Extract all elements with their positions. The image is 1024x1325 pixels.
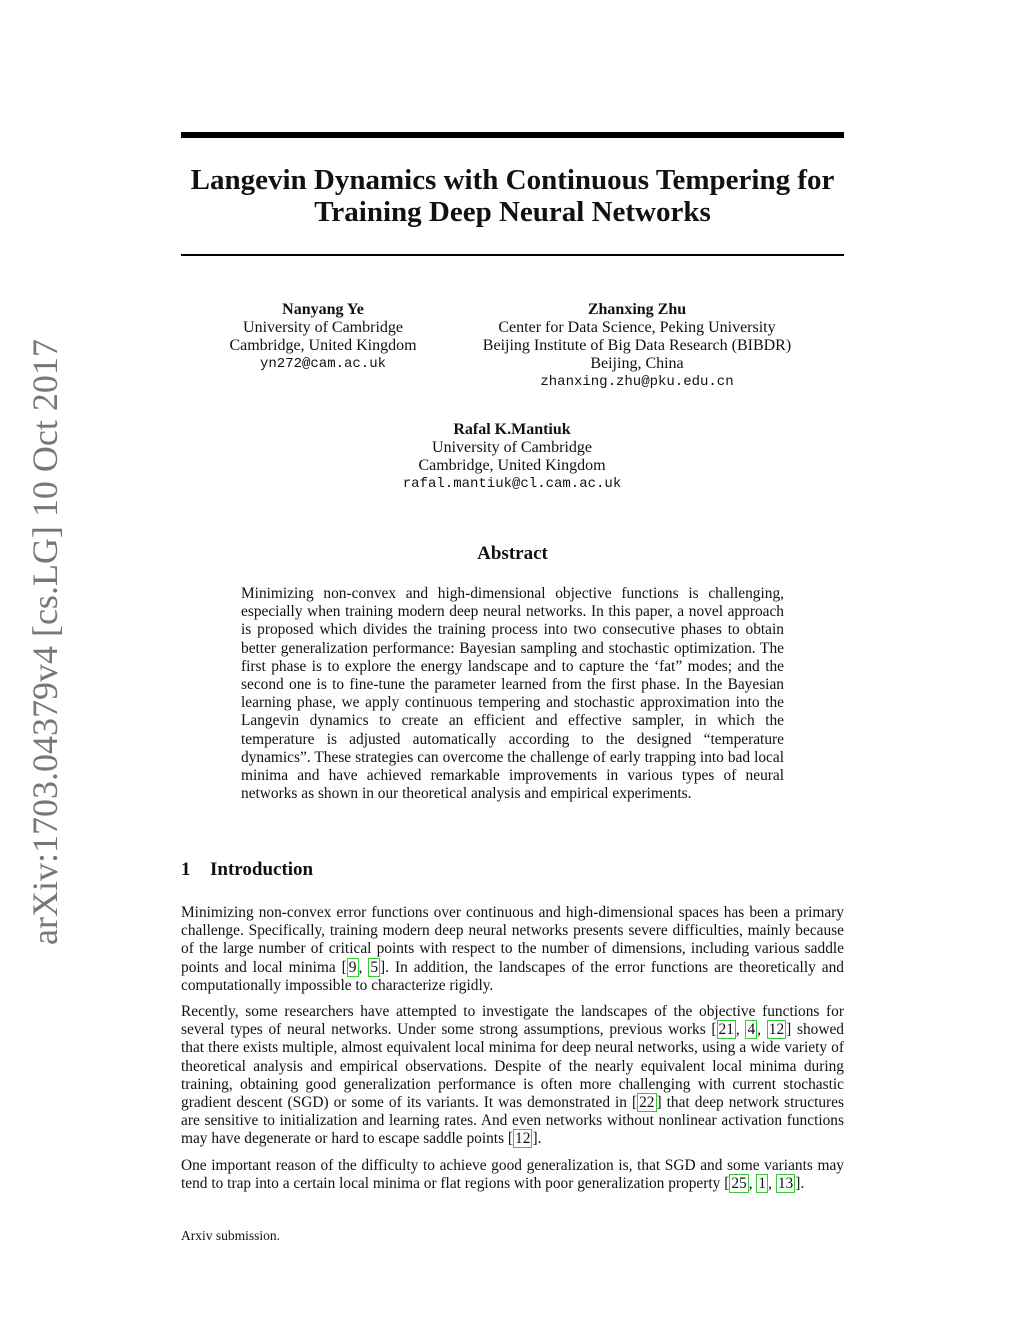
paragraph-text: ]. [532, 1130, 542, 1148]
citation-link[interactable]: 12 [515, 1130, 531, 1148]
section-number: 1 [181, 859, 191, 880]
citation-separator: , [358, 958, 369, 976]
author-block-3 [362, 421, 662, 493]
intro-paragraph-2 [181, 1003, 844, 1149]
intro-paragraph-3 [181, 1157, 844, 1193]
author-location: Cambridge, United Kingdom [418, 457, 606, 474]
citation-link[interactable]: 12 [768, 1021, 785, 1039]
citation-link[interactable]: 1 [758, 1174, 767, 1192]
intro-paragraph-1 [181, 904, 844, 995]
citation-link[interactable]: 13 [777, 1174, 794, 1192]
paper-title: Langevin Dynamics with Continuous Tempering for Training Deep Neural Networks [190, 164, 835, 228]
citation-link[interactable]: 9 [348, 958, 357, 976]
citation-link[interactable]: 4 [747, 1021, 756, 1039]
citation-separator: , [748, 1174, 757, 1192]
author-affiliation-2: Beijing Institute of Big Data Research (BIBDR) [482, 337, 792, 354]
author-name: Nanyang Ye [282, 301, 364, 318]
author-email: rafal.mantiuk@cl.cam.ac.uk [402, 476, 622, 492]
author-location: Cambridge, United Kingdom [229, 337, 417, 354]
citation-link[interactable]: 5 [370, 958, 379, 976]
paragraph-text: One important reason of the difficulty to achieve good generalization is, that SGD and some variants may tend to trap into a certain local minima or flat regions with poor generalization property [ [181, 1156, 844, 1192]
paragraph-text: ]. In addition, the landscapes of the error functions are theoretically and computationally impossible to characterize rigidly. [181, 958, 844, 994]
section-heading-introduction [181, 859, 313, 881]
author-name: Zhanxing Zhu [587, 301, 687, 318]
title-bottom-rule [181, 254, 844, 256]
author-name: Rafal K.Mantiuk [453, 421, 571, 438]
author-block-1 [213, 301, 433, 373]
paragraph-text: ] showed that there exists multiple, almost equivalent local minima for deep neural networks, using a wide variety of theoretical analysis and empirical observations. Despite of the nearly equivalent local minima during training, obtaining good generalization performance is often more challenging with current stochastic gradient descent (SGD) or some of its variants. It was demonstrated in [ [181, 1021, 844, 1112]
paragraph-text: ]. [795, 1174, 805, 1192]
arxiv-identifier: arXiv:1703.04379v4 [cs.LG] 10 Oct 2017 [25, 339, 65, 945]
citation-separator: , [735, 1021, 746, 1039]
paragraph-text: Recently, some researchers have attempted to investigate the landscapes of the objective functions for several types of neural networks. Under some strong assumptions, previous works [ [181, 1003, 844, 1039]
author-affiliation: University of Cambridge [243, 319, 403, 336]
footnote: Arxiv submission. [181, 1228, 281, 1243]
paragraph-text: ] that deep network structures are sensitive to initialization and learning rates. And even networks without nonlinear activation functions may have degenerate or hard to escape saddle points [ [181, 1094, 844, 1148]
author-location: Beijing, China [590, 355, 684, 372]
introduction-body [181, 904, 844, 1201]
author-affiliation: Center for Data Science, Peking University [498, 319, 776, 336]
citation-link[interactable]: 25 [731, 1174, 747, 1192]
author-block-2 [452, 301, 822, 391]
paragraph-text: Minimizing non-convex error functions over continuous and high-dimensional spaces has been a primary challenge. Specifically, training modern deep neural networks presents severe difficulties, mainly because of the large number of critical points with respect to the number of dimensions, including various saddle points and local minima [ [181, 904, 844, 976]
author-affiliation: University of Cambridge [432, 439, 592, 456]
citation-separator: , [757, 1021, 767, 1039]
author-email: yn272@cam.ac.uk [259, 356, 387, 372]
title-top-rule [181, 132, 844, 138]
author-email: zhanxing.zhu@pku.edu.cn [540, 374, 734, 390]
section-title: Introduction [210, 859, 314, 880]
citation-link[interactable]: 22 [639, 1094, 655, 1112]
abstract-text: Minimizing non-convex and high-dimensional objective functions is challenging, especially when training modern deep neural networks. In this paper, a novel approach is proposed which divides the training process into two consecutive phases to obtain better generalization performance: Bayesian sampling and stochastic optimization. The first phase is to explore the energy landscape and to capture the ‘fat” modes; and the second one is to fine-tune the parameter learned from the first phase. In the Bayesian learning phase, we apply continuous tempering and stochastic approximation into the Langevin dynamics to create an efficient and effective sampler, in which the temperature is adjusted automatically according to the designed “temperature dynamics”. These strategies can overcome the challenge of early trapping into bad local minima and have achieved remarkable improvements in various types of neural networks as shown in our theoretical analysis and empirical experiments. [241, 585, 784, 803]
citation-separator: , [768, 1174, 776, 1192]
abstract-heading: Abstract [477, 543, 548, 564]
citation-link[interactable]: 21 [718, 1021, 734, 1039]
